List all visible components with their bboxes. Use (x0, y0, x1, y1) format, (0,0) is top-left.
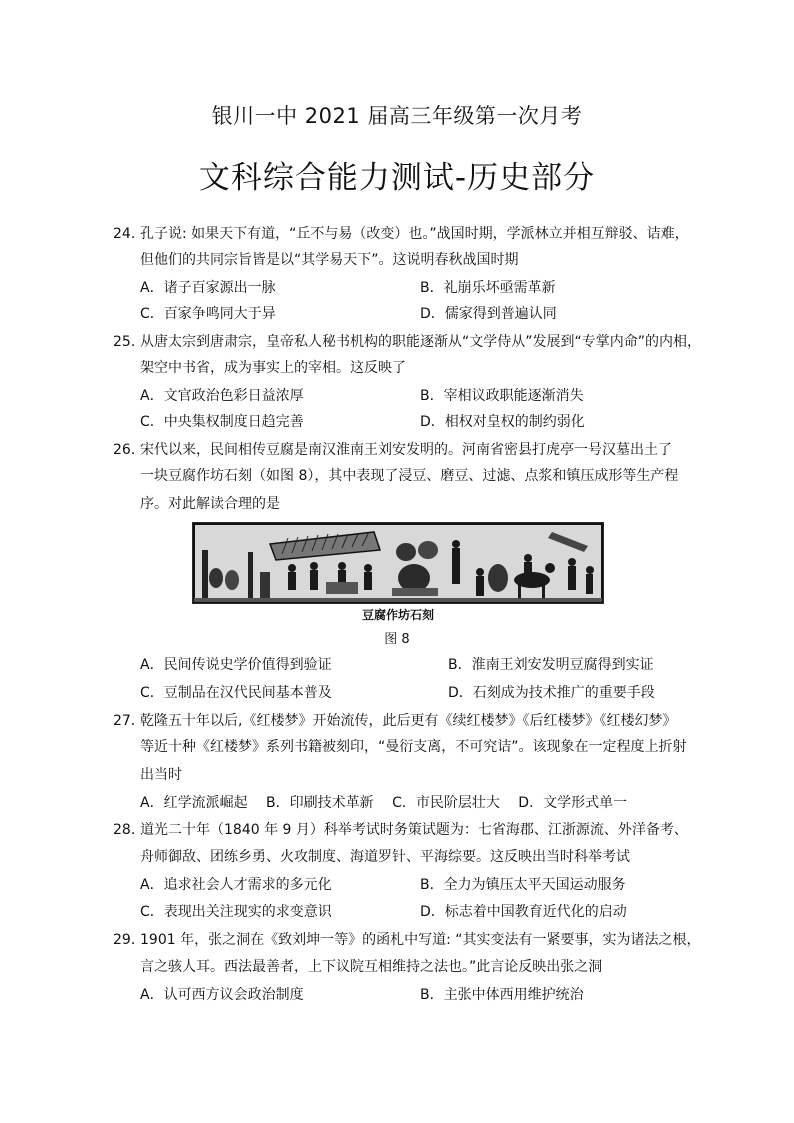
question-26-option-d: D．石刻成为技术推广的重要手段 (448, 685, 655, 701)
exam-title: 银川一中 2021 届高三年级第一次月考 (211, 104, 583, 128)
question-29-number: 29． (113, 932, 145, 948)
question-28-option-d: D．标志着中国教育近代化的启动 (420, 904, 627, 920)
question-24-option-a: A．诸子百家源出一脉 (140, 280, 276, 296)
question-26-text-line-3: 序。对此解读合理的是 (140, 496, 280, 512)
question-29-option-a: A．认可西方议会政治制度 (140, 987, 304, 1003)
question-25-number: 25． (113, 334, 145, 350)
question-25-text-line-2: 架空中书省，成为事实上的宰相。这反映了 (140, 360, 406, 376)
question-28-option-c: C．表现出关注现实的求变意识 (140, 904, 332, 920)
question-24-text-line-1: 孔子说: 如果天下有道，“丘不与易（改变）也。”战国时期，学派林立并相互辩驳、诘难， (140, 226, 689, 242)
question-27-text-line-1: 乾隆五十年以后,《红楼梦》开始流传，此后更有《续红楼梦》《后红楼梦》《红楼幻梦》 (140, 713, 677, 729)
question-27-text-line-2: 等近十种《红楼梦》系列书籍被刻印，“曼衍支离，不可究诘”。该现象在一定程度上折射 (140, 739, 687, 755)
question-25-option-d: D．相权对皇权的制约弱化 (420, 414, 585, 430)
question-28-option-b: B．全力为镇压太平天国运动服务 (420, 877, 626, 893)
question-24-text-line-2: 但他们的共同宗旨皆是以“其学易天下”。这说明春秋战国时期 (140, 252, 519, 268)
question-24-option-c: C．百家争鸣同大于异 (140, 306, 276, 322)
question-28-text-line-1: 道光二十年（1840 年 9 月）科举考试时务策试题为：七省海郡、江浙源流、外洋备考、 (140, 822, 688, 838)
question-27-number: 27． (113, 713, 145, 729)
figure-number: 图 8 (384, 632, 410, 647)
question-29-option-b: B．主张中体西用维护统治 (420, 987, 584, 1003)
question-29-text-line-2: 言之骇人耳。西法最善者，上下议院互相维持之法也。”此言论反映出张之洞 (140, 959, 603, 975)
question-28-number: 28． (113, 822, 145, 838)
question-27-options: A．红学流派崛起 B．印刷技术革新 C．市民阶层壮大 D．文学形式单一 (140, 795, 628, 811)
question-29-text-line-1: 1901 年，张之洞在《致刘坤一等》的函札中写道: “其实变法有一紧要事，实为诸法之根， (140, 932, 701, 948)
question-27-text-line-3: 出当时 (140, 767, 182, 783)
subject-title: 文科综合能力测试-历史部分 (198, 160, 596, 196)
question-24-number: 24． (113, 226, 145, 242)
question-25-option-a: A．文官政治色彩日益浓厚 (140, 388, 304, 404)
question-28-option-a: A．追求社会人才需求的多元化 (140, 877, 332, 893)
question-24-option-b: B．礼崩乐坏亟需革新 (420, 280, 556, 296)
question-25-option-c: C．中央集权制度日趋完善 (140, 414, 304, 430)
tofu-workshop-stone-carving (192, 522, 604, 604)
question-26-number: 26． (113, 442, 145, 458)
question-26-option-b: B．淮南王刘安发明豆腐得到实证 (448, 657, 654, 673)
question-25-option-b: B．宰相议政职能逐渐消失 (420, 388, 584, 404)
question-25-text-line-1: 从唐太宗到唐肃宗，皇帝私人秘书机构的职能逐渐从“文学侍从”发展到“专掌内命”的内相， (140, 334, 702, 350)
question-26-text-line-2: 一块豆腐作坊石刻（如图 8），其中表现了浸豆、磨豆、过滤、点浆和镇压成形等生产程 (140, 468, 679, 484)
figure-caption: 豆腐作坊石刻 (361, 608, 434, 622)
question-26-option-c: C．豆制品在汉代民间基本普及 (140, 685, 332, 701)
question-26-text-line-1: 宋代以来，民间相传豆腐是南汉淮南王刘安发明的。河南省密县打虎亭一号汉墓出土了 (140, 442, 672, 458)
question-28-text-line-2: 舟师御敌、团练乡勇、火攻制度、海道罗针、平海综要。这反映出当时科举考试 (140, 849, 630, 865)
question-24-option-d: D．儒家得到普遍认同 (420, 306, 557, 322)
question-26-option-a: A．民间传说史学价值得到验证 (140, 657, 332, 673)
